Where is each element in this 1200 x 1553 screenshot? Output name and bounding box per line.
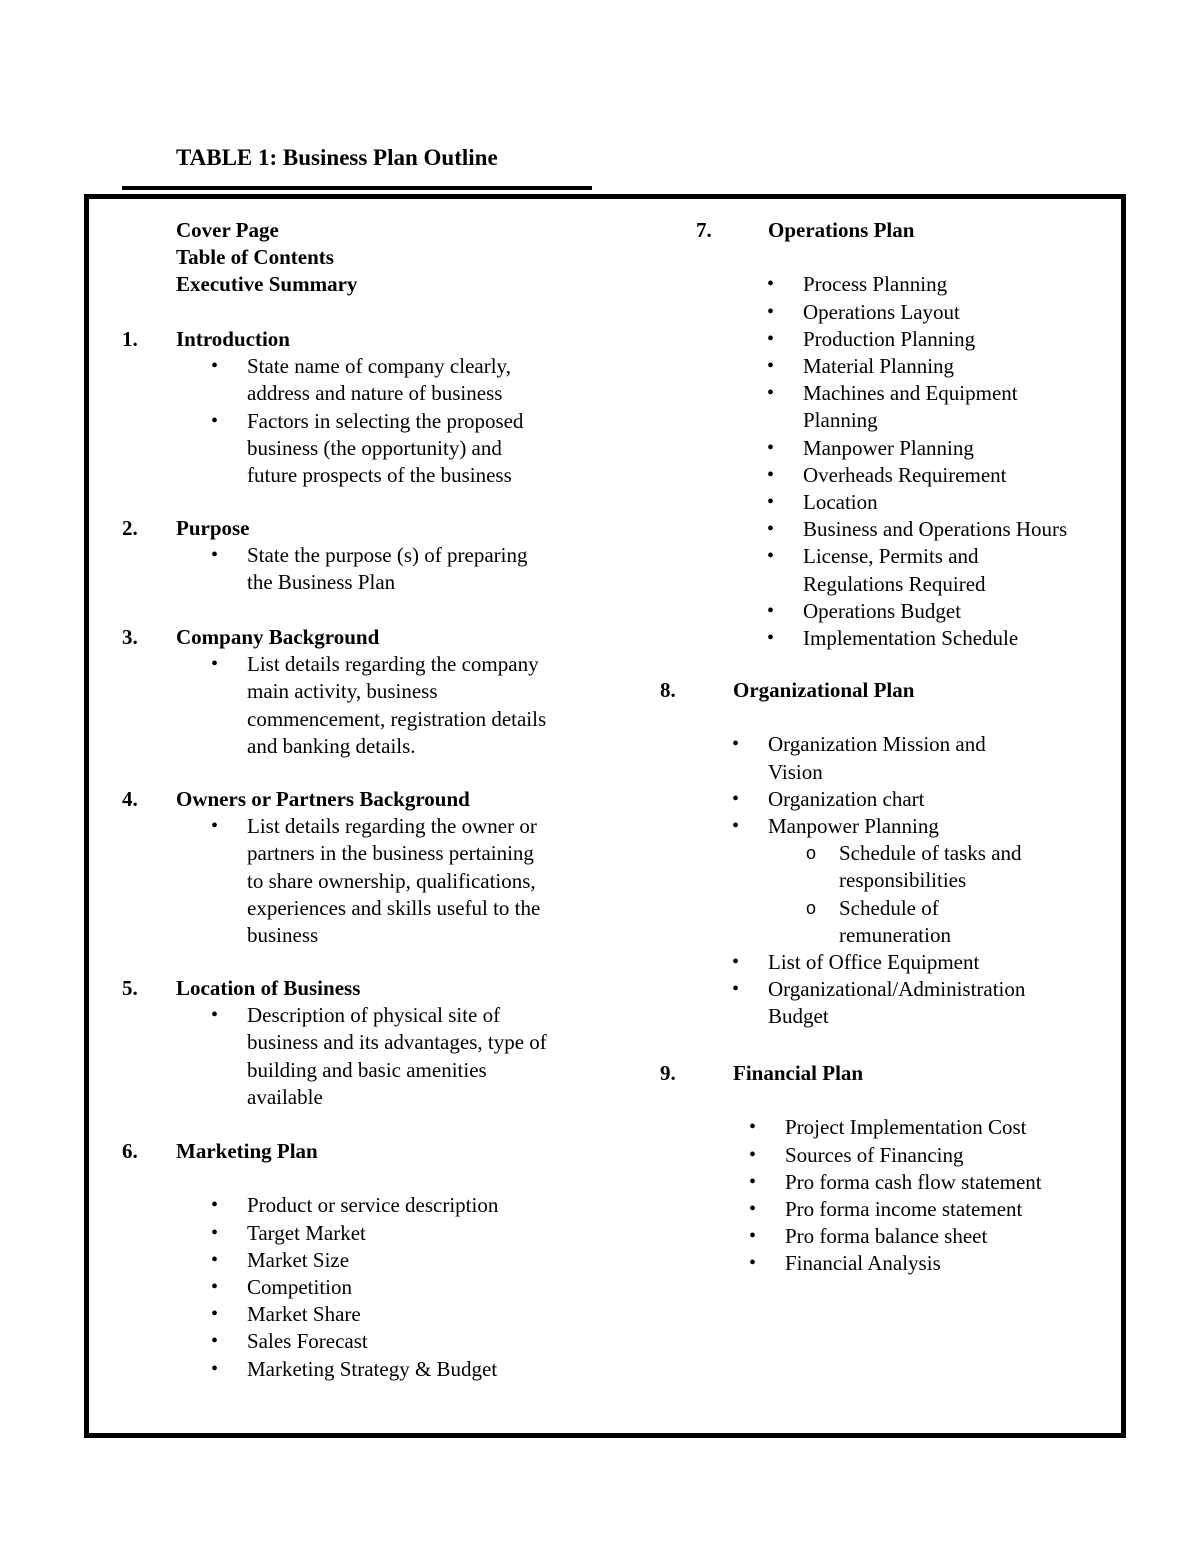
bullet-item-text: List details regarding the owner or [247,814,537,839]
bullet-item-text: Implementation Schedule [803,626,1019,650]
section-heading: Purpose [176,516,250,540]
bullet-icon: • [767,491,775,513]
section-heading: Location of Business [176,976,361,1000]
bullet-item-text: Machines and Equipment [803,381,1018,406]
sub-bullet-icon: o [806,843,817,864]
bullet-icon: • [749,1143,757,1166]
bullet-item-text: Pro forma income statement [785,1197,1023,1221]
bullet-item-text: Pro forma cash flow statement [785,1169,1042,1194]
bullet-icon: • [732,787,740,810]
bullet-item-text: Process Planning [803,272,948,297]
bullet-item-text: Location [803,490,878,514]
bullet-icon: • [749,1170,757,1193]
bullet-icon: • [732,815,740,837]
bullet-item-text: Business and Operations Hours [803,517,1068,542]
bullet-item-text: and banking details. [247,733,416,758]
bullet-icon: • [767,355,775,377]
section-number: 9. [660,1061,676,1085]
bullet-item-text: business (the opportunity) and [247,435,502,460]
front-matter-item: Executive Summary [176,272,358,297]
bullet-icon: • [211,1330,219,1353]
bullet-item-text: commencement, registration details [247,706,547,731]
section-number: 7. [696,218,712,242]
section-heading: Owners or Partners Background [176,787,470,811]
bullet-icon: • [732,978,740,1001]
section-heading: Marketing Plan [176,1139,318,1163]
bullet-icon: • [211,1248,219,1271]
bullet-item-text: Organization chart [768,786,925,811]
bullet-item-text: Sources of Financing [785,1142,964,1167]
bullet-icon: • [767,382,775,405]
bullet-item-text: Description of physical site of [247,1003,501,1028]
section-number: 8. [660,678,676,702]
bullet-item-text: building and basic amenities [247,1057,487,1082]
bullet-item-text: business and its advantages, type of [247,1030,547,1055]
bullet-icon: • [211,1004,219,1027]
bullet-item-text: Operations Layout [803,299,960,324]
bullet-item-text: Marketing Strategy & Budget [247,1356,498,1381]
bullet-item-text: future prospects of the business [247,463,512,487]
sub-item-text: Schedule of [839,895,939,920]
bullet-item-text: Production Planning [803,326,976,351]
section-number: 3. [122,625,138,649]
bullet-icon: • [732,733,740,756]
section-heading: Financial Plan [733,1061,864,1085]
bullet-icon: • [211,653,219,676]
bullet-item-text: Market Share [247,1302,361,1327]
front-matter-item: Cover Page [176,218,279,242]
bullet-item-text: Pro forma balance sheet [785,1224,988,1249]
section-heading: Company Background [176,625,380,649]
bullet-item-text: Market Size [247,1247,350,1272]
bullet-icon: • [211,1357,219,1380]
bullet-icon: • [211,1221,219,1244]
bullet-item-text: Target Market [247,1220,366,1245]
bullet-icon: • [767,518,775,541]
bullet-item-text: List of Office Equipment [768,950,980,974]
bullet-icon: • [767,463,775,486]
bullet-icon: • [211,1194,219,1217]
bullet-icon: • [211,1276,219,1298]
bullet-icon: • [211,1303,219,1326]
bullet-icon: • [767,327,775,350]
bullet-icon: • [211,815,219,838]
bullet-item-text: Overheads Requirement [803,462,1007,487]
bullet-item-text: to share ownership, qualifications, [247,868,536,893]
page-title: TABLE 1: Business Plan Outline [176,145,498,170]
bullet-item-text: Organization Mission and [768,732,986,757]
bullet-item-text: State name of company clearly, [247,354,511,379]
bullet-icon: • [749,1116,757,1139]
bullet-icon: • [767,599,775,622]
bullet-item-text: Product or service description [247,1193,499,1218]
sub-item-text: responsibilities [839,868,967,893]
bullet-item-text: main activity, business [247,679,438,704]
bullet-item-text: experiences and skills useful to the [247,895,541,920]
front-matter-item: Table of Contents [176,245,334,270]
bullet-item-text: Planning [803,408,878,433]
bullet-item-text: Operations Budget [803,598,962,623]
title-underline [122,186,592,190]
bullet-item-text: the Business Plan [247,570,396,595]
bullet-icon: • [749,1225,757,1248]
section-number: 6. [122,1139,138,1163]
bullet-item-text: Manpower Planning [803,435,974,460]
bullet-item-text: Project Implementation Cost [785,1115,1027,1140]
bullet-icon: • [732,951,740,973]
bullet-item-text: available [247,1084,323,1109]
bullet-item-text: Competition [247,1275,352,1299]
bullet-item-text: Financial Analysis [785,1251,941,1276]
bullet-icon: • [767,436,775,459]
bullet-icon: • [767,627,775,649]
section-number: 2. [122,516,138,540]
section-heading: Operations Plan [768,218,915,242]
bullet-item-text: Budget [768,1004,829,1029]
bullet-item-text: Sales Forecast [247,1329,368,1354]
bullet-icon: • [767,273,775,296]
bullet-item-text: License, Permits and [803,544,979,569]
bullet-icon: • [767,545,775,568]
bullet-item-text: Material Planning [803,354,955,378]
bullet-icon: • [749,1198,757,1220]
bullet-item-text: Vision [768,759,823,784]
bullet-icon: • [767,300,775,323]
sub-bullet-icon: o [806,897,817,918]
bullet-icon: • [211,409,219,432]
bullet-item-text: List details regarding the company [247,652,539,677]
sub-item-text: remuneration [839,922,951,947]
section-number: 5. [122,976,138,1000]
bullet-item-text: Manpower Planning [768,814,939,838]
bullet-icon: • [749,1252,757,1275]
bullet-item-text: Factors in selecting the proposed [247,408,524,433]
section-number: 4. [122,787,138,811]
bullet-icon: • [211,544,219,567]
bullet-icon: • [211,355,219,378]
bullet-item-text: Organizational/Administration [768,977,1026,1002]
bullet-item-text: business [247,923,319,947]
sub-item-text: Schedule of tasks and [839,841,1022,866]
section-number: 1. [122,327,138,351]
section-heading: Organizational Plan [733,678,915,702]
section-heading: Introduction [176,327,290,351]
bullet-item-text: Regulations Required [803,571,986,596]
bullet-item-text: address and nature of business [247,381,503,406]
bullet-item-text: State the purpose (s) of preparing [247,543,528,568]
bullet-item-text: partners in the business pertaining [247,841,534,866]
